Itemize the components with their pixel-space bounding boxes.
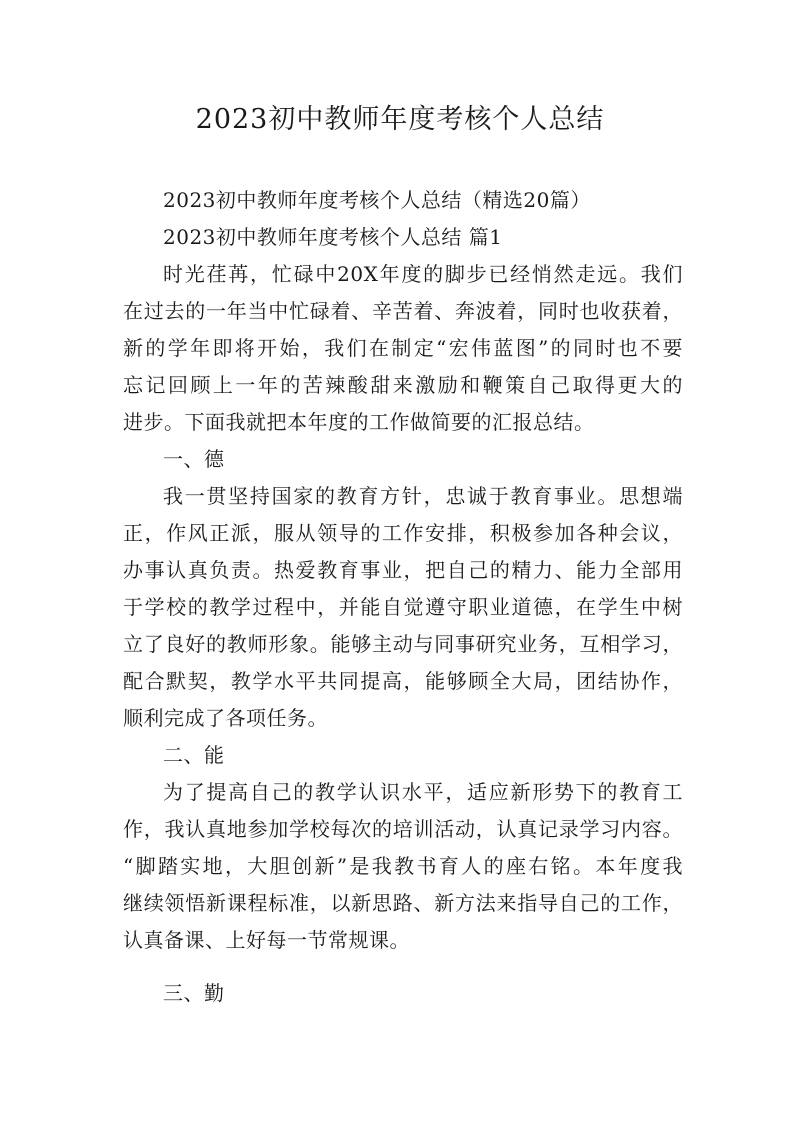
section-heading-de: 一、德 (163, 447, 225, 471)
spacer (123, 959, 683, 975)
paragraph-line: 在过去的一年当中忙碌着、辛苦着、奔波着，同时也收获着， (123, 299, 683, 323)
paragraph-line: 时光荏苒，忙碌中20X年度的脚步已经悄然走远。我们 (163, 262, 683, 286)
paragraph-line: 顺利完成了各项任务。 (123, 706, 328, 730)
paragraph-line: 认真备课、上好每一节常规课。 (123, 928, 410, 952)
paragraph-line: 我一贯坚持国家的教育方针，忠诚于教育事业。思想端 (163, 484, 683, 508)
paragraph-line: 办事认真负责。热爱教育事业，把自己的精力、能力全部用 (123, 558, 683, 582)
paragraph-line: 进步。下面我就把本年度的工作做简要的汇报总结。 (123, 410, 595, 434)
paragraph-line: 新的学年即将开始，我们在制定“宏伟蓝图”的同时也不要 (123, 336, 683, 360)
paragraph-line: 正，作风正派，服从领导的工作安排，积极参加各种会议， (123, 521, 683, 545)
document-body (123, 182, 683, 1012)
paragraph-line: 继续领悟新课程标准，以新思路、新方法来指导自己的工作， (123, 891, 683, 915)
paragraph-line: “脚踏实地，大胆创新”是我教书育人的座右铭。本年度我 (123, 854, 683, 878)
paragraph-line: 于学校的教学过程中，并能自觉遵守职业道德，在学生中树 (123, 595, 683, 619)
document-title: 2023初中教师年度考核个人总结 (195, 104, 605, 135)
subtitle-line: 2023初中教师年度考核个人总结（精选20篇） (163, 188, 591, 212)
section-heading-qin: 三、勤 (163, 981, 225, 1005)
paragraph-line: 为了提高自己的教学认识水平，适应新形势下的教育工 (163, 780, 683, 804)
paragraph-line: 忘记回顾上一年的苦辣酸甜来激励和鞭策自己取得更大的 (123, 373, 683, 397)
section-heading-neng: 二、能 (163, 743, 225, 767)
paragraph-line: 配合默契，教学水平共同提高，能够顾全大局，团结协作， (123, 669, 683, 693)
paragraph-line: 作，我认真地参加学校每次的培训活动，认真记录学习内容。 (123, 817, 683, 841)
paragraph-line: 立了良好的教师形象。能够主动与同事研究业务，互相学习， (123, 632, 683, 656)
section-heading-line: 2023初中教师年度考核个人总结 篇1 (163, 225, 503, 249)
